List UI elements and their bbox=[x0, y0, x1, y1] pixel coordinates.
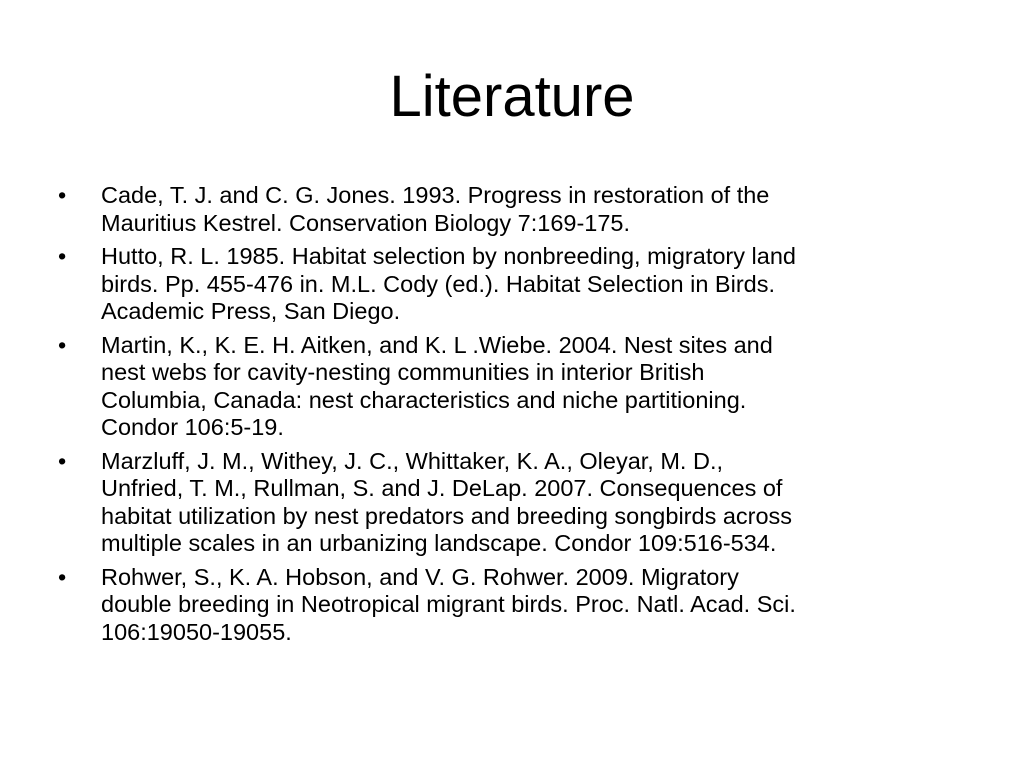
reference-list bbox=[56, 182, 956, 652]
bullet-icon: • bbox=[58, 563, 67, 590]
reference-line: Marzluff, J. M., Withey, J. C., Whittaker, K. A., Oleyar, M. D., bbox=[101, 447, 724, 474]
bullet-icon: • bbox=[58, 331, 67, 358]
reference-line: birds. Pp. 455-476 in. M.L. Cody (ed.). Habitat Selection in Birds. bbox=[101, 270, 775, 297]
reference-line: Academic Press, San Diego. bbox=[101, 298, 401, 324]
reference-line: multiple scales in an urbanizing landscape. Condor 109:516-534. bbox=[101, 530, 777, 556]
reference-line: nest webs for cavity-nesting communities in interior British bbox=[101, 359, 705, 385]
reference-item bbox=[56, 182, 956, 237]
reference-line: Hutto, R. L. 1985. Habitat selection by nonbreeding, migratory land bbox=[101, 243, 796, 269]
slide-title: Literature bbox=[389, 64, 635, 129]
reference-line: Rohwer, S., K. A. Hobson, and V. G. Rohwer. 2009. Migratory bbox=[101, 563, 739, 590]
bullet-icon: • bbox=[58, 243, 67, 269]
reference-item bbox=[56, 243, 956, 326]
reference-item bbox=[56, 564, 956, 647]
reference-line: Condor 106:5-19. bbox=[101, 414, 284, 440]
bullet-icon: • bbox=[58, 182, 67, 208]
reference-item bbox=[56, 448, 956, 558]
bullet-icon: • bbox=[58, 447, 67, 474]
reference-line: double breeding in Neotropical migrant birds. Proc. Natl. Acad. Sci. bbox=[101, 591, 796, 617]
reference-line: 106:19050-19055. bbox=[101, 618, 292, 645]
reference-line: habitat utilization by nest predators and breeding songbirds across bbox=[101, 502, 793, 529]
reference-line: Columbia, Canada: nest characteristics and niche partitioning. bbox=[101, 386, 747, 413]
reference-line: Mauritius Kestrel. Conservation Biology 7:169-175. bbox=[101, 209, 631, 236]
reference-line: Unfried, T. M., Rullman, S. and J. DeLap. 2007. Consequences of bbox=[101, 475, 783, 501]
reference-item bbox=[56, 332, 956, 442]
reference-line: Cade, T. J. and C. G. Jones. 1993. Progress in restoration of the bbox=[101, 182, 770, 208]
reference-line: Martin, K., K. E. H. Aitken, and K. L .Wiebe. 2004. Nest sites and bbox=[101, 331, 773, 358]
